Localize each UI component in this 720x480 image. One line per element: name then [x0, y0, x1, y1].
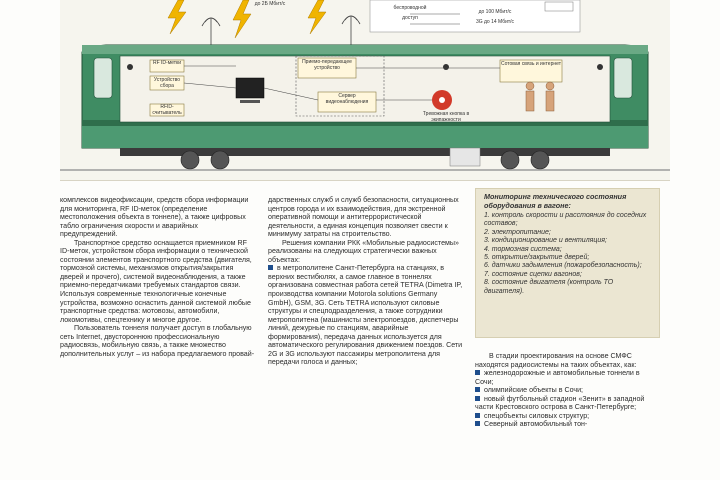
video-server-label: Сервер видеонаблюдения	[325, 93, 369, 105]
bullet-square-icon	[475, 413, 480, 418]
bullet-square-icon	[475, 387, 480, 392]
text-column-3	[475, 352, 660, 429]
sidebar-item: 1. контроль скорости и расстояния до соседних составов;	[484, 212, 647, 228]
bullet-item	[475, 386, 660, 395]
bullet-item	[268, 264, 464, 367]
paragraph: В стадии проектирования на основе СМФС находятся радиосистемы на таких объектах, как:	[475, 352, 637, 369]
bullet-square-icon	[475, 396, 480, 401]
rfid-reader-label: RFID-считыватель	[152, 104, 182, 116]
bullet-text: железнодорожные и автомобильные тоннели в Сочи;	[475, 369, 640, 386]
collector-label: Устройство сбора	[153, 77, 181, 89]
wireless-label: беспроводной	[393, 5, 427, 11]
train-equipment-diagram	[60, 0, 670, 181]
cellular-label: Сотовая связь и интернет	[500, 61, 562, 67]
speed-label-1: до 100 Мбит/с	[478, 9, 512, 15]
alarm-button-label: Тревожная кнопка в экипажности	[422, 111, 470, 123]
sidebar-title: Мониторинг технического состояния оборудования в вагоне:	[484, 192, 627, 210]
paragraph: Транспортное средство оснащается приемником RF ID-меток, устройством сбора информации о технической состоянии элементов транспортного средства (двигателя, тормозной системы, механизмов открытия/закрытия дверей и прочего), системой видеонаблюдения, а также приемно-передатчиками требуемых стандартов связи. Используя современные технологичные конечные устройства, возможно оснастить данной системой любые транспортные средства: мотовозы, автомобили, локомотивы, спецтехнику и многое другое.	[60, 238, 252, 324]
bullet-text: новый футбольный стадион «Зенит» в западной части Крестовского острова в Санкт-Петербурге;	[475, 394, 645, 412]
bullet-item	[475, 395, 660, 412]
bullet-text: олимпийские объекты в Сочи;	[484, 386, 583, 395]
paragraph: комплексов видеофиксации, средств сбора информации для мониторинга, RF ID-меток (определение местоположения объекта в тоннеле), а также цифровых табло ограничения скорости и аварийных предупреждений.	[60, 196, 249, 239]
rf-id-label: RF ID-метки	[152, 60, 182, 66]
sidebar-item: 3. кондиционирование и вентиляция;	[484, 237, 607, 245]
bullet-item	[475, 420, 660, 429]
sidebar-item: 4. тормозная система;	[484, 245, 562, 253]
paragraph: Решения компании РКК «Мобильные радиосистемы» реализованы на следующих стратегически важных объектах:	[268, 238, 459, 264]
sidebar-item: 5. открытие/закрытие дверей;	[484, 254, 590, 262]
sidebar-item: 7. состояние сцепки вагонов;	[484, 270, 582, 278]
sidebar-item: 2. электропитание;	[484, 228, 551, 236]
diagram-graphic	[60, 0, 670, 180]
bullet-text: Северный автомобильный тон-	[484, 420, 588, 429]
text-column-2	[268, 196, 464, 367]
bullet-item	[475, 369, 660, 386]
bullet-text: спецобъекты силовых структур;	[484, 411, 590, 420]
speed-label-3: до 2Б Мбит/с	[254, 1, 286, 7]
speed-label-2: 3G до 14 Мбит/с	[475, 19, 515, 25]
paragraph: Пользователь тоннеля получает доступ в глобальную сеть Internet, двустороннюю профессиональную радиосвязь, мобильную связь, а также множество дополнительных услуг – из набора предлагаемого провай-	[60, 324, 255, 358]
sidebar-item: 6. датчики задымления (пожаробезопасность);	[484, 262, 642, 270]
sidebar-item: 8. состояние двигателя (контроль ТО двигателя).	[484, 279, 614, 295]
paragraph: дарственных служб и служб безопасности, ситуационных центров города и их взаимодействия, для экстренной оперативной помощи и антитеррористической деятельности, а единая концепция позволяет свести к минимуму затраты на строительство.	[268, 196, 459, 239]
transceiver-label: Приемо-передающее устройство	[302, 59, 352, 71]
bullet-square-icon	[268, 265, 273, 270]
bullet-text: в метрополитене Санкт-Петербурга на станциях, в верхних вестибюлях, а самое главное в тоннелях организована совместная работа сетей TETRA (Dimetra IP, производства компании Motorola solutions Germany GmbH), GSM, 3G. Сеть TETRA используют силовые структуры и спецподразделения, а также сотрудники метрополитена (машинисты электропоездов, диспетчеры линий, дежурные по станциям, аварийные формирования), передача данных используется для автоматического регулирования движением поездов. Сети 2G и 3G используют пассажиры метрополитена для передачи голоса и данных;	[268, 264, 463, 367]
access-label: доступ	[402, 15, 418, 21]
bullet-item	[475, 412, 660, 421]
bullet-square-icon	[475, 370, 480, 375]
text-column-1	[60, 196, 256, 358]
bullet-square-icon	[475, 421, 480, 426]
monitoring-sidebar	[475, 188, 660, 338]
